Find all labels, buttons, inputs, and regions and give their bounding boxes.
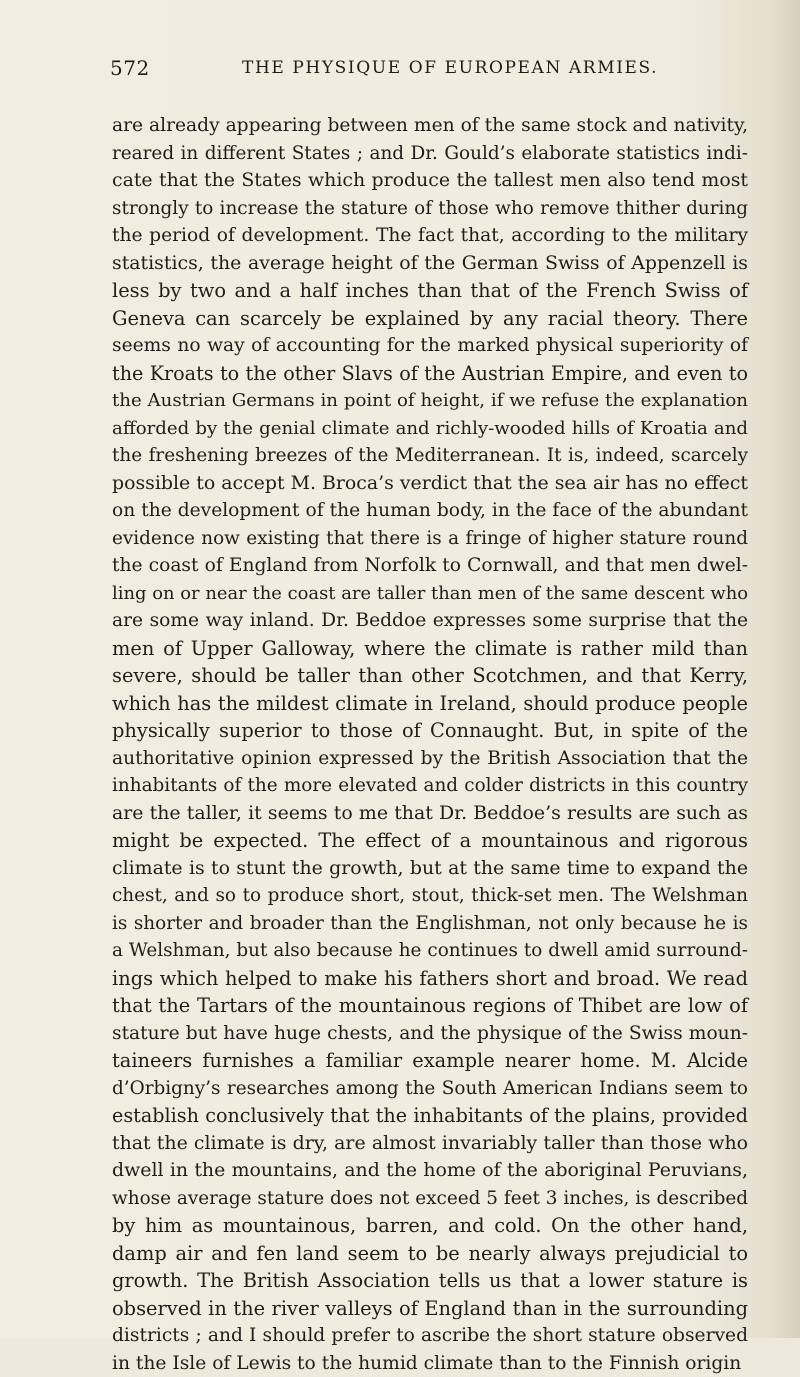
- text-line: whose average stature does not exceed 5 feet 3 inches, is described: [112, 1185, 748, 1213]
- text-line: inhabitants of the more elevated and colder districts in this country: [112, 772, 748, 800]
- text-line: less by two and a half inches than that of the French Swiss of: [112, 277, 748, 305]
- text-line: the Austrian Germans in point of height, if we refuse the explanation: [112, 387, 748, 415]
- text-line: statistics, the average height of the German Swiss of Appenzell is: [112, 250, 748, 278]
- text-line: dwell in the mountains, and the home of the aboriginal Peruvians,: [112, 1157, 748, 1185]
- text-line: on the development of the human body, in the face of the abundant: [112, 497, 748, 525]
- running-title: THE PHYSIQUE OF EUROPEAN ARMIES.: [242, 58, 658, 78]
- text-line: that the climate is dry, are almost invariably taller than those who: [112, 1130, 748, 1158]
- text-line: growth. The British Association tells us that a lower stature is: [112, 1267, 748, 1295]
- text-line: authoritative opinion expressed by the British Association that the: [112, 745, 748, 773]
- text-line: physically superior to those of Connaught. But, in spite of the: [112, 717, 748, 745]
- text-line: reared in different States ; and Dr. Gould’s elaborate statistics indi-: [112, 140, 748, 168]
- text-line: ling on or near the coast are taller than men of the same descent who: [112, 580, 748, 608]
- text-line: chest, and so to produce short, stout, thick-set men. The Welshman: [112, 882, 748, 910]
- text-line: the period of development. The fact that, according to the military: [112, 222, 748, 250]
- text-line: which has the mildest climate in Ireland, should produce people: [112, 690, 748, 718]
- text-line: are the taller, it seems to me that Dr. Beddoe’s results are such as: [112, 800, 748, 828]
- text-line: by him as mountainous, barren, and cold. On the other hand,: [112, 1212, 748, 1240]
- text-line: are some way inland. Dr. Beddoe expresses some surprise that the: [112, 607, 748, 635]
- text-line: evidence now existing that there is a fringe of higher stature round: [112, 525, 748, 553]
- text-line: the coast of England from Norfolk to Cornwall, and that men dwel-: [112, 552, 748, 580]
- text-line: that the Tartars of the mountainous regions of Thibet are low of: [112, 992, 748, 1020]
- page-number: 572: [110, 56, 150, 80]
- text-line: d’Orbigny’s researches among the South American Indians seem to: [112, 1075, 748, 1103]
- text-line: the freshening breezes of the Mediterranean. It is, indeed, scarcely: [112, 442, 748, 470]
- text-line: Geneva can scarcely be explained by any racial theory. There: [112, 305, 748, 333]
- text-line: stature but have huge chests, and the physique of the Swiss moun-: [112, 1020, 748, 1048]
- text-line: ings which helped to make his fathers short and broad. We read: [112, 965, 748, 993]
- text-line: men of Upper Galloway, where the climate is rather mild than: [112, 635, 748, 663]
- text-line: severe, should be taller than other Scotchmen, and that Kerry,: [112, 662, 748, 690]
- text-line: are already appearing between men of the same stock and nativity,: [112, 112, 748, 140]
- text-line: a Welshman, but also because he continues to dwell amid surround-: [112, 937, 748, 965]
- text-line: damp air and fen land seem to be nearly always prejudicial to: [112, 1240, 748, 1268]
- text-line: strongly to increase the stature of those who remove thither during: [112, 195, 748, 223]
- text-line: establish conclusively that the inhabitants of the plains, provided: [112, 1102, 748, 1130]
- text-line: taineers furnishes a familiar example nearer home. M. Alcide: [112, 1047, 748, 1075]
- text-line: afforded by the genial climate and richly-wooded hills of Kroatia and: [112, 415, 748, 443]
- text-line: seems no way of accounting for the marked physical superiority of: [112, 332, 748, 360]
- text-line: districts ; and I should prefer to ascribe the short stature observed: [112, 1322, 748, 1350]
- text-line: is shorter and broader than the Englishman, not only because he is: [112, 910, 748, 938]
- page-header: [110, 50, 720, 90]
- text-line: might be expected. The effect of a mountainous and rigorous: [112, 827, 748, 855]
- text-line: the Kroats to the other Slavs of the Austrian Empire, and even to: [112, 360, 748, 388]
- text-line: in the Isle of Lewis to the humid climate than to the Finnish origin: [112, 1350, 748, 1377]
- text-line: possible to accept M. Broca’s verdict that the sea air has no effect: [112, 470, 748, 498]
- text-line: climate is to stunt the growth, but at the same time to expand the: [112, 855, 748, 883]
- body-text: [112, 112, 748, 1377]
- text-line: cate that the States which produce the tallest men also tend most: [112, 167, 748, 195]
- text-line: observed in the river valleys of England than in the surrounding: [112, 1295, 748, 1323]
